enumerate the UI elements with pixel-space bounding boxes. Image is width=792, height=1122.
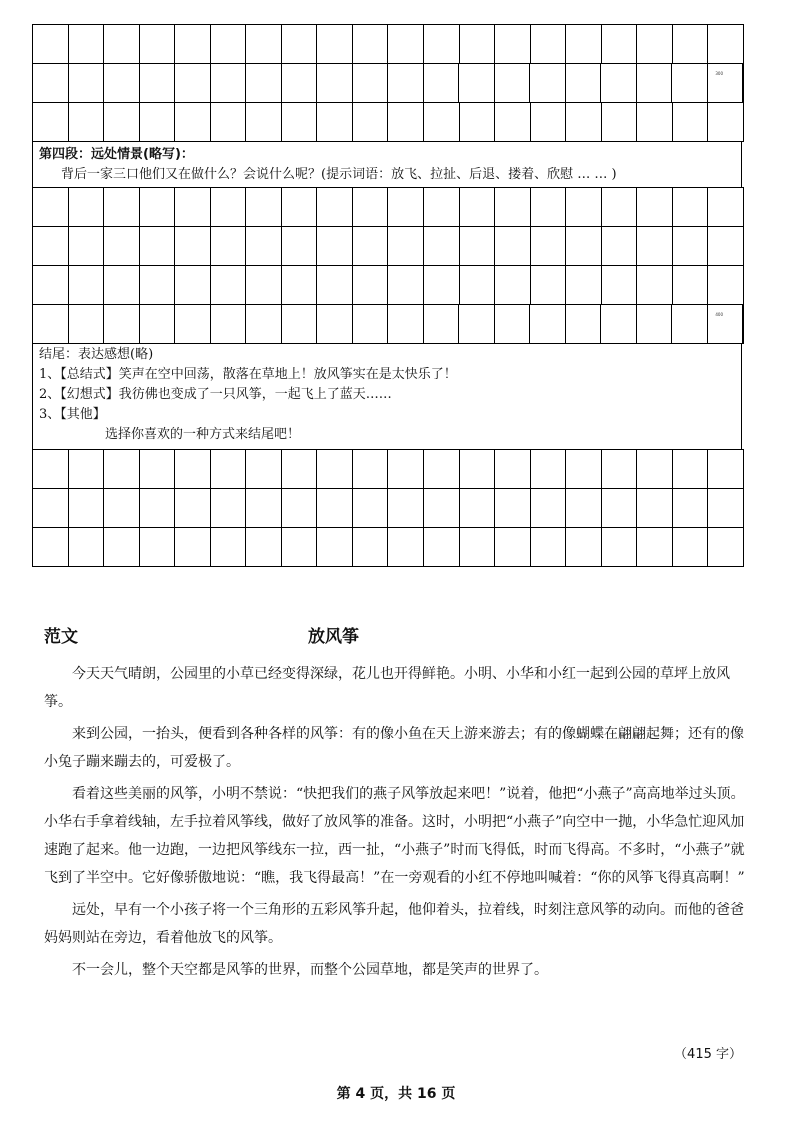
grid-cell bbox=[33, 528, 69, 566]
grid-cell bbox=[69, 103, 105, 141]
grid-cell bbox=[246, 103, 282, 141]
grid-cell bbox=[140, 489, 176, 527]
grid-row bbox=[33, 103, 743, 142]
grid-cell bbox=[708, 25, 743, 63]
essay-paragraph: 来到公园，一抬头，便看到各种各样的风筝：有的像小鱼在天上游来游去；有的像蝴蝶在翩翩起舞；还有的像小兔子蹦来蹦去的，可爱极了。 bbox=[44, 726, 744, 770]
grid-cell bbox=[69, 266, 105, 304]
grid-cell bbox=[317, 188, 353, 226]
grid-cell bbox=[460, 25, 496, 63]
word-count: （415 字） bbox=[674, 1047, 742, 1062]
grid-cell bbox=[246, 266, 282, 304]
grid-cell bbox=[673, 227, 709, 265]
writing-grid-bottom bbox=[32, 449, 744, 567]
grid-cell bbox=[175, 103, 211, 141]
grid-cell bbox=[353, 25, 389, 63]
grid-cell bbox=[140, 103, 176, 141]
grid-cell bbox=[317, 103, 353, 141]
grid-cell bbox=[637, 489, 673, 527]
grid-cell bbox=[531, 528, 567, 566]
grid-row bbox=[33, 266, 743, 305]
grid-cell bbox=[708, 64, 744, 102]
grid-cell bbox=[353, 489, 389, 527]
section4-box bbox=[32, 141, 742, 187]
grid-cell bbox=[388, 305, 424, 343]
grid-row bbox=[33, 489, 743, 528]
grid-cell bbox=[637, 25, 673, 63]
grid-cell bbox=[673, 188, 709, 226]
grid-cell bbox=[460, 266, 496, 304]
grid-cell bbox=[282, 266, 318, 304]
grid-cell bbox=[211, 266, 247, 304]
grid-cell bbox=[637, 103, 673, 141]
grid-cell bbox=[353, 227, 389, 265]
grid-cell bbox=[673, 489, 709, 527]
grid-cell bbox=[246, 188, 282, 226]
grid-cell bbox=[317, 64, 353, 102]
grid-cell bbox=[495, 305, 531, 343]
grid-row bbox=[33, 25, 743, 64]
grid-cell bbox=[424, 227, 460, 265]
grid-cell bbox=[460, 227, 496, 265]
grid-cell bbox=[317, 450, 353, 488]
writing-grid-middle bbox=[32, 187, 744, 344]
grid-cell bbox=[246, 528, 282, 566]
grid-cell bbox=[708, 305, 744, 343]
count-mark-400: 400 bbox=[715, 312, 723, 317]
grid-cell bbox=[388, 188, 424, 226]
grid-cell bbox=[33, 227, 69, 265]
grid-cell bbox=[495, 489, 531, 527]
grid-cell bbox=[460, 450, 496, 488]
ending-box bbox=[32, 343, 742, 449]
grid-cell bbox=[353, 450, 389, 488]
grid-cell bbox=[673, 450, 709, 488]
grid-cell bbox=[708, 227, 743, 265]
grid-cell bbox=[424, 103, 460, 141]
grid-cell bbox=[104, 227, 140, 265]
grid-cell bbox=[282, 305, 318, 343]
grid-cell bbox=[672, 64, 708, 102]
grid-cell bbox=[602, 266, 638, 304]
essay-title: 放风筝 bbox=[308, 627, 359, 647]
grid-cell bbox=[388, 266, 424, 304]
grid-cell bbox=[388, 25, 424, 63]
grid-cell bbox=[33, 25, 69, 63]
grid-cell bbox=[602, 103, 638, 141]
grid-cell bbox=[566, 266, 602, 304]
grid-cell bbox=[531, 103, 567, 141]
grid-cell bbox=[708, 266, 743, 304]
grid-cell bbox=[495, 64, 531, 102]
grid-cell bbox=[140, 305, 176, 343]
grid-cell bbox=[104, 489, 140, 527]
grid-row bbox=[33, 305, 743, 344]
grid-cell bbox=[530, 64, 566, 102]
grid-cell bbox=[282, 489, 318, 527]
grid-cell bbox=[211, 305, 247, 343]
ending-instruction: 选择你喜欢的一种方式来结尾吧！ bbox=[105, 427, 301, 442]
grid-cell bbox=[708, 103, 743, 141]
grid-cell bbox=[33, 266, 69, 304]
grid-cell bbox=[282, 528, 318, 566]
grid-cell bbox=[353, 188, 389, 226]
grid-cell bbox=[211, 188, 247, 226]
grid-cell bbox=[637, 227, 673, 265]
grid-cell bbox=[566, 305, 602, 343]
grid-cell bbox=[424, 266, 460, 304]
grid-cell bbox=[104, 528, 140, 566]
grid-cell bbox=[424, 64, 460, 102]
grid-cell bbox=[566, 227, 602, 265]
page-number: 第 4 页，共 16 页 bbox=[336, 1086, 456, 1102]
grid-cell bbox=[282, 25, 318, 63]
grid-cell bbox=[388, 103, 424, 141]
grid-cell bbox=[317, 227, 353, 265]
grid-cell bbox=[175, 489, 211, 527]
grid-cell bbox=[637, 64, 673, 102]
grid-cell bbox=[566, 64, 602, 102]
grid-cell bbox=[69, 305, 105, 343]
grid-cell bbox=[246, 305, 282, 343]
ending-item-3: 3、【其他】 bbox=[39, 407, 106, 422]
essay-header bbox=[44, 622, 748, 646]
grid-cell bbox=[317, 489, 353, 527]
grid-cell bbox=[637, 188, 673, 226]
grid-cell bbox=[282, 227, 318, 265]
grid-cell bbox=[460, 103, 496, 141]
grid-cell bbox=[637, 528, 673, 566]
grid-cell bbox=[282, 450, 318, 488]
grid-cell bbox=[104, 266, 140, 304]
grid-cell bbox=[637, 266, 673, 304]
grid-cell bbox=[460, 489, 496, 527]
grid-cell bbox=[460, 528, 496, 566]
grid-cell bbox=[495, 188, 531, 226]
grid-row bbox=[33, 450, 743, 489]
grid-cell bbox=[175, 64, 211, 102]
grid-cell bbox=[69, 450, 105, 488]
essay-body bbox=[44, 660, 754, 988]
essay-paragraph: 今天天气晴朗，公园里的小草已经变得深绿，花儿也开得鲜艳。小明、小华和小红一起到公园的草坪上放风筝。 bbox=[44, 666, 730, 710]
grid-cell bbox=[601, 64, 637, 102]
grid-cell bbox=[673, 266, 709, 304]
grid-cell bbox=[211, 528, 247, 566]
grid-cell bbox=[388, 227, 424, 265]
grid-cell bbox=[33, 188, 69, 226]
grid-cell bbox=[211, 103, 247, 141]
grid-cell bbox=[140, 227, 176, 265]
grid-cell bbox=[424, 305, 460, 343]
grid-cell bbox=[353, 266, 389, 304]
grid-cell bbox=[104, 305, 140, 343]
grid-cell bbox=[602, 227, 638, 265]
grid-cell bbox=[246, 489, 282, 527]
grid-cell bbox=[33, 489, 69, 527]
grid-cell bbox=[566, 528, 602, 566]
grid-cell bbox=[708, 450, 743, 488]
grid-cell bbox=[282, 64, 318, 102]
grid-cell bbox=[530, 305, 566, 343]
grid-cell bbox=[175, 305, 211, 343]
grid-cell bbox=[708, 489, 743, 527]
grid-cell bbox=[140, 64, 176, 102]
grid-cell bbox=[140, 266, 176, 304]
grid-cell bbox=[175, 188, 211, 226]
essay-label: 范文 bbox=[44, 627, 78, 647]
essay-paragraph: 远处，早有一个小孩子将一个三角形的五彩风筝升起，他仰着头，拉着线，时刻注意风筝的动向。而他的爸爸妈妈则站在旁边，看着他放飞的风筝。 bbox=[44, 902, 744, 946]
grid-cell bbox=[459, 64, 495, 102]
grid-cell bbox=[104, 188, 140, 226]
grid-cell bbox=[495, 450, 531, 488]
grid-cell bbox=[353, 64, 389, 102]
grid-cell bbox=[317, 305, 353, 343]
grid-cell bbox=[175, 528, 211, 566]
grid-cell bbox=[637, 305, 673, 343]
grid-cell bbox=[175, 25, 211, 63]
grid-cell bbox=[353, 103, 389, 141]
grid-cell bbox=[353, 528, 389, 566]
grid-cell bbox=[175, 227, 211, 265]
grid-cell bbox=[211, 25, 247, 63]
grid-cell bbox=[140, 450, 176, 488]
grid-cell bbox=[104, 450, 140, 488]
grid-cell bbox=[672, 305, 708, 343]
grid-row bbox=[33, 227, 743, 266]
section4-prompt: 背后一家三口他们又在做什么？会说什么呢？(提示词语：放飞、拉扯、后退、搂着、欣慰 … … ) bbox=[61, 167, 617, 182]
grid-cell bbox=[211, 64, 247, 102]
grid-row bbox=[33, 64, 743, 103]
grid-row bbox=[33, 528, 743, 567]
grid-cell bbox=[566, 489, 602, 527]
grid-cell bbox=[531, 227, 567, 265]
grid-cell bbox=[246, 25, 282, 63]
grid-cell bbox=[424, 450, 460, 488]
grid-cell bbox=[602, 450, 638, 488]
grid-cell bbox=[69, 188, 105, 226]
grid-cell bbox=[637, 450, 673, 488]
grid-cell bbox=[531, 489, 567, 527]
grid-cell bbox=[495, 227, 531, 265]
grid-cell bbox=[246, 64, 282, 102]
grid-cell bbox=[317, 528, 353, 566]
grid-cell bbox=[495, 25, 531, 63]
grid-cell bbox=[673, 103, 709, 141]
grid-cell bbox=[140, 188, 176, 226]
grid-cell bbox=[531, 450, 567, 488]
grid-cell bbox=[495, 103, 531, 141]
grid-cell bbox=[211, 450, 247, 488]
grid-cell bbox=[175, 450, 211, 488]
grid-cell bbox=[424, 528, 460, 566]
grid-cell bbox=[601, 305, 637, 343]
grid-cell bbox=[602, 188, 638, 226]
grid-cell bbox=[211, 227, 247, 265]
grid-cell bbox=[566, 25, 602, 63]
grid-cell bbox=[424, 188, 460, 226]
grid-cell bbox=[602, 528, 638, 566]
grid-cell bbox=[388, 64, 424, 102]
grid-cell bbox=[140, 528, 176, 566]
grid-cell bbox=[69, 227, 105, 265]
essay-paragraph: 看着这些美丽的风筝，小明不禁说：“快把我们的燕子风筝放起来吧！”说着，他把“小燕子”高高地举过头顶。小华右手拿着线轴，左手拉着风筝线，做好了放风筝的准备。这时，小明把“小燕子”向空中一抛，小华急忙迎风加速跑了起来。他一边跑，一边把风筝线东一拉，西一扯，“小燕子”时而飞得低，时而飞得高。不多时，“小燕子”就飞到了半空中。它好像骄傲地说：“瞧，我飞得最高！”在一旁观看的小红不停地叫喊着：“你的风筝飞得真高啊！” bbox=[44, 786, 745, 886]
grid-cell bbox=[33, 64, 69, 102]
grid-cell bbox=[104, 64, 140, 102]
grid-cell bbox=[531, 25, 567, 63]
grid-cell bbox=[282, 188, 318, 226]
grid-cell bbox=[317, 25, 353, 63]
grid-cell bbox=[495, 266, 531, 304]
grid-cell bbox=[33, 103, 69, 141]
ending-heading: 结尾：表达感想(略) bbox=[39, 347, 154, 362]
grid-cell bbox=[459, 305, 495, 343]
grid-cell bbox=[531, 266, 567, 304]
grid-cell bbox=[69, 489, 105, 527]
grid-cell bbox=[388, 528, 424, 566]
grid-cell bbox=[140, 25, 176, 63]
ending-item-1: 1、【总结式】笑声在空中回荡，散落在草地上！放风筝实在是太快乐了！ bbox=[39, 367, 457, 382]
grid-cell bbox=[495, 528, 531, 566]
grid-cell bbox=[33, 305, 69, 343]
grid-cell bbox=[566, 188, 602, 226]
grid-cell bbox=[673, 528, 709, 566]
grid-cell bbox=[33, 450, 69, 488]
grid-cell bbox=[175, 266, 211, 304]
grid-cell bbox=[388, 489, 424, 527]
grid-cell bbox=[211, 489, 247, 527]
grid-cell bbox=[246, 450, 282, 488]
grid-cell bbox=[388, 450, 424, 488]
grid-cell bbox=[104, 25, 140, 63]
count-mark-300: 300 bbox=[715, 71, 723, 76]
grid-cell bbox=[69, 528, 105, 566]
essay-paragraph: 不一会儿，整个天空都是风筝的世界，而整个公园草地，都是笑声的世界了。 bbox=[72, 962, 548, 978]
grid-cell bbox=[602, 489, 638, 527]
grid-cell bbox=[317, 266, 353, 304]
grid-cell bbox=[566, 103, 602, 141]
grid-cell bbox=[460, 188, 496, 226]
grid-cell bbox=[708, 188, 743, 226]
grid-cell bbox=[531, 188, 567, 226]
grid-cell bbox=[69, 25, 105, 63]
grid-cell bbox=[424, 489, 460, 527]
grid-cell bbox=[246, 227, 282, 265]
grid-cell bbox=[353, 305, 389, 343]
grid-cell bbox=[566, 450, 602, 488]
grid-row bbox=[33, 188, 743, 227]
grid-cell bbox=[69, 64, 105, 102]
grid-cell bbox=[424, 25, 460, 63]
grid-cell bbox=[104, 103, 140, 141]
section4-heading: 第四段：远处情景(略写)： bbox=[39, 147, 194, 162]
writing-grid-top bbox=[32, 24, 744, 142]
grid-cell bbox=[282, 103, 318, 141]
grid-cell bbox=[673, 25, 709, 63]
grid-cell bbox=[602, 25, 638, 63]
grid-cell bbox=[708, 528, 743, 566]
ending-item-2: 2、【幻想式】我彷佛也变成了一只风筝，一起飞上了蓝天…… bbox=[39, 387, 392, 402]
